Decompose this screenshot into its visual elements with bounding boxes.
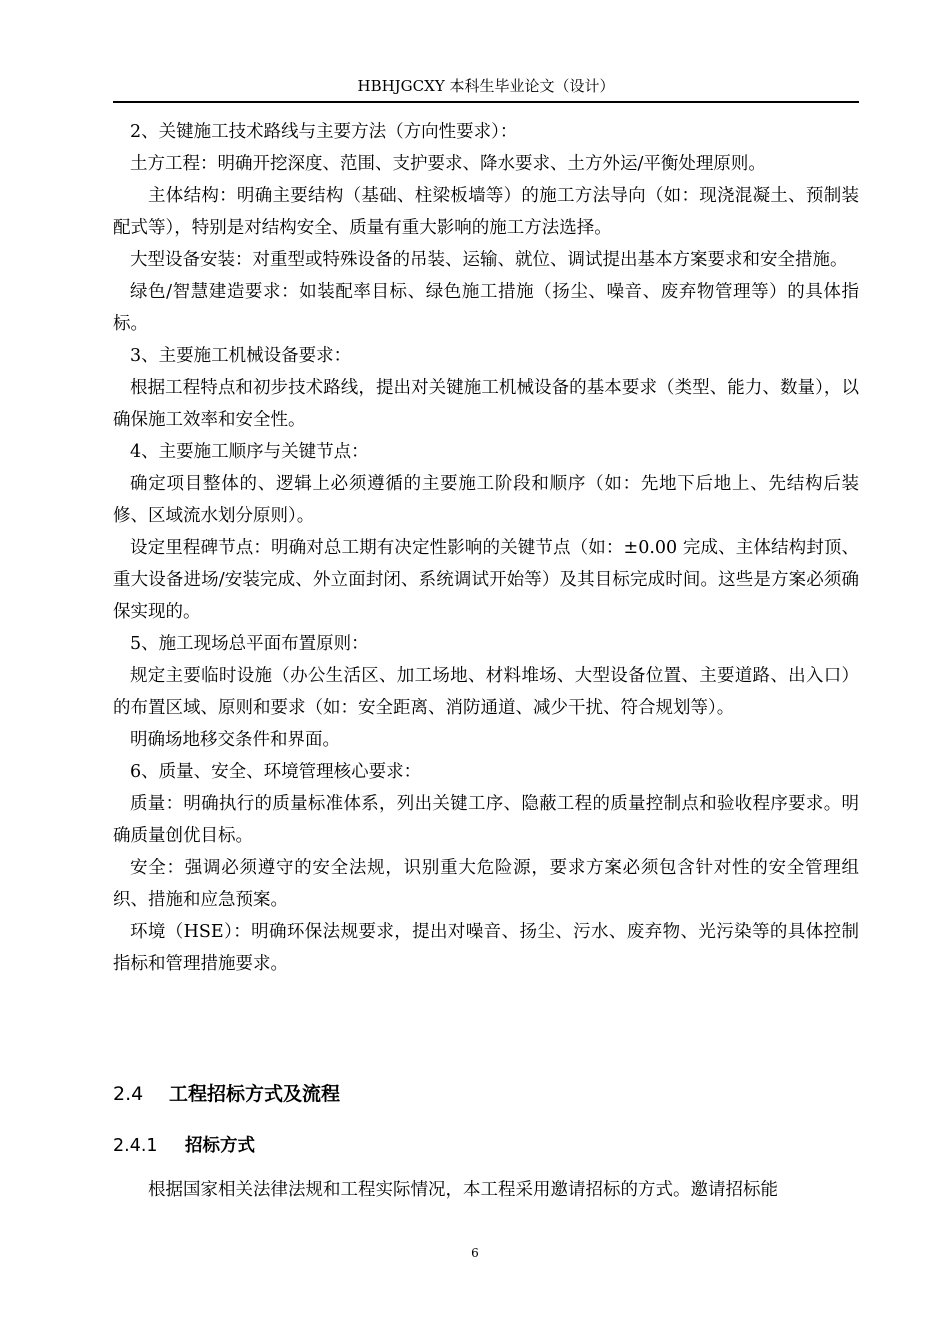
paragraph: 环境（HSE）：明确环保法规要求，提出对噪音、扬尘、污水、废弃物、光污染等的具体控制指标和管理措施要求。 [113,922,859,974]
running-header: HBHJGCXY 本科生毕业论文（设计） [357,77,615,95]
subsection-heading [113,1132,255,1157]
paragraph: 明确场地移交条件和界面。 [130,730,340,750]
paragraph: 6、质量、安全、环境管理核心要求： [130,762,422,782]
paragraph: 绿色/智慧建造要求：如装配率目标、绿色施工措施（扬尘、噪音、废弃物管理等）的具体指标。 [113,282,859,334]
paragraph: 5、施工现场总平面布置原则： [130,634,369,654]
subsection-title: 招标方式 [185,1136,255,1156]
paragraph: 大型设备安装：对重型或特殊设备的吊装、运输、就位、调试提出基本方案要求和安全措施。 [130,250,848,270]
body-text-continued [113,1174,859,1206]
header-rule [113,101,859,103]
page-number: 6 [471,1246,479,1260]
paragraph: 4、主要施工顺序与关键节点： [130,442,369,462]
subsection-number: 2.4.1 [113,1136,158,1156]
section-heading [113,1079,340,1106]
paragraph: 确定项目整体的、逻辑上必须遵循的主要施工阶段和顺序（如：先地下后地上、先结构后装修、区域流水划分原则）。 [113,474,859,526]
section-title: 工程招标方式及流程 [169,1083,341,1105]
paragraph: 规定主要临时设施（办公生活区、加工场地、材料堆场、大型设备位置、主要道路、出入口）的布置区域、原则和要求（如：安全距离、消防通道、减少干扰、符合规划等）。 [113,666,859,718]
paragraph: 根据国家相关法律法规和工程实际情况，本工程采用邀请招标的方式。邀请招标能 [148,1180,778,1200]
paragraph: 土方工程：明确开挖深度、范围、支护要求、降水要求、土方外运/平衡处理原则。 [130,154,766,174]
paragraph: 根据工程特点和初步技术路线，提出对关键施工机械设备的基本要求（类型、能力、数量），以确保施工效率和安全性。 [113,378,859,430]
paragraph: 3、主要施工机械设备要求： [130,346,352,366]
paragraph: 主体结构：明确主要结构（基础、柱梁板墙等）的施工方法导向（如：现浇混凝土、预制装配式等），特别是对结构安全、质量有重大影响的施工方法选择。 [113,186,859,238]
paragraph: 安全：强调必须遵守的安全法规，识别重大危险源，要求方案必须包含针对性的安全管理组织、措施和应急预案。 [113,858,859,910]
paragraph: 设定里程碑节点：明确对总工期有决定性影响的关键节点（如：±0.00 完成、主体结构封顶、重大设备进场/安装完成、外立面封闭、系统调试开始等）及其目标完成时间。这些是方案必须确保实现的。 [113,538,859,622]
section-number: 2.4 [113,1083,144,1105]
paragraph: 2、关键施工技术路线与主要方法（方向性要求）： [130,122,518,142]
body-text [113,116,859,980]
paragraph: 质量：明确执行的质量标准体系，列出关键工序、隐蔽工程的质量控制点和验收程序要求。明确质量创优目标。 [113,794,859,846]
